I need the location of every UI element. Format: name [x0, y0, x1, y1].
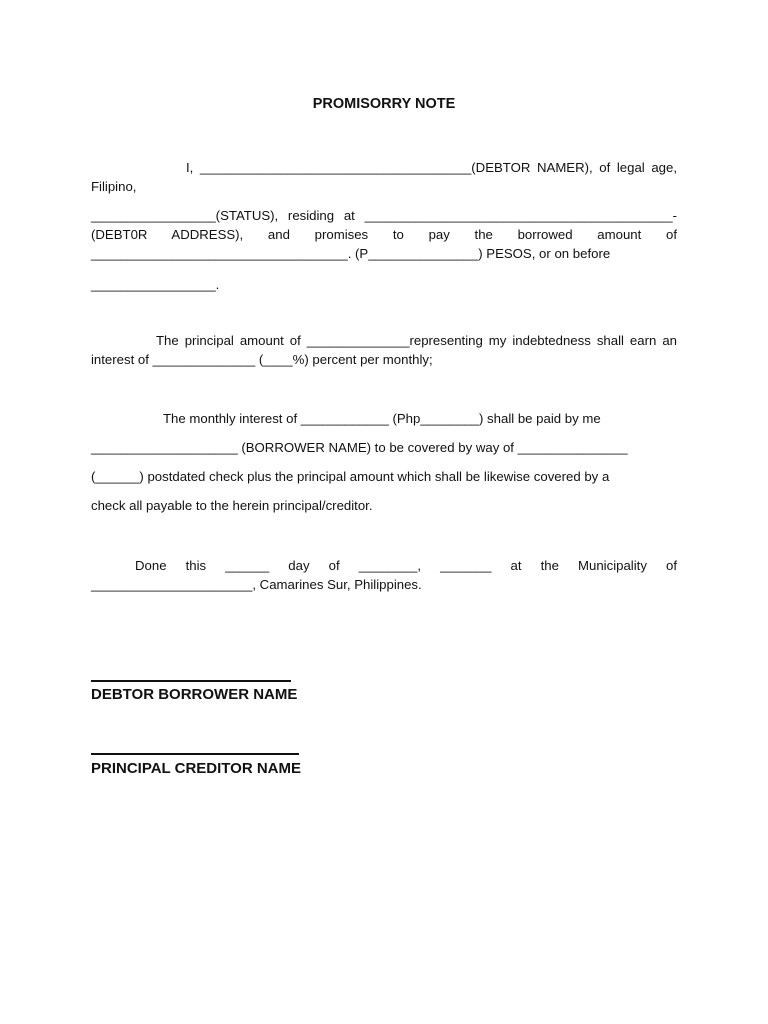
principal-amount-line: The principal amount of ______________representing my indebtedness shall earn an: [156, 333, 677, 348]
principal-creditor-name-label: PRINCIPAL CREDITOR NAME: [91, 760, 302, 777]
postdated-check-line: (______) postdated check plus the principal amount which shall be likewise covered by a: [91, 469, 610, 484]
debtor-address-line: (DEBT0R ADDRESS), and promises to pay the borrowed amount of: [91, 227, 677, 242]
municipality-line: ______________________, Camarines Sur, Philippines.: [91, 577, 422, 592]
debtor-borrower-name-label: DEBTOR BORROWER NAME: [91, 686, 298, 703]
borrower-name-line: ____________________ (BORROWER NAME) to be covered by way of _______________: [91, 440, 628, 455]
debtor-name-line: I, _____________________________________(DEBTOR NAMER), of legal age,: [186, 160, 677, 175]
done-this-line: Done this ______ day of ________, _______ at the Municipality of: [135, 558, 677, 573]
debtor-signature-line: [91, 680, 291, 682]
monthly-interest-line: The monthly interest of ____________ (Php________) shall be paid by me: [163, 411, 601, 426]
creditor-signature-line: [91, 753, 299, 755]
payable-to-line: check all payable to the herein principal/creditor.: [91, 498, 373, 513]
interest-rate-line: interest of ______________ (____%) percent per monthly;: [91, 352, 433, 367]
status-residence-line: _________________(STATUS), residing at __________________________________________-: [91, 208, 677, 223]
document-title: PROMISORRY NOTE: [312, 96, 456, 112]
amount-line: ___________________________________. (P_______________) PESOS, or on before: [91, 246, 611, 261]
nationality-line: Filipino,: [91, 179, 137, 194]
due-date-line: _________________.: [91, 277, 220, 292]
